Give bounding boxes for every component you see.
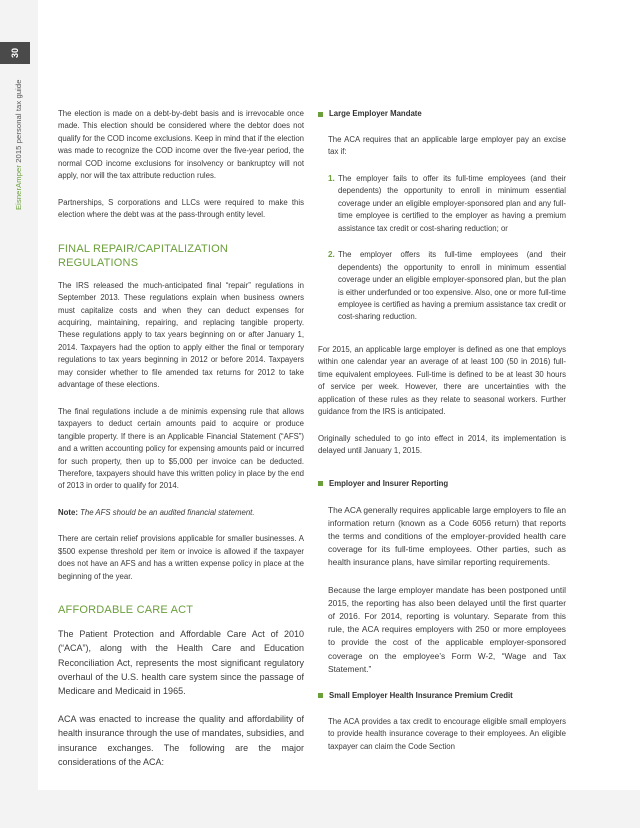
- sidebar: [0, 0, 38, 828]
- page-number: 30: [10, 48, 20, 59]
- square-bullet-icon: [318, 112, 323, 117]
- square-bullet-icon: [318, 693, 323, 698]
- paragraph: The IRS released the much-anticipated final “repair” regulations in September 2013. These regulations explain when business owners must capitalize costs and when they can deduct expenses for acquiring, maintaining, repairing, and replacing tangible property. These regulations apply to tax years beginning on or after January 1, 2014. Taxpayers had the option to apply either the final or temporary regulations to tax years beginning in 2012 or before 2014. Taxpayers may consider whether to file amended tax returns for 2012 to take advantage of these elections.: [58, 280, 304, 390]
- guide-title: 2015 personal tax guide: [14, 79, 23, 165]
- paragraph: The ACA requires that an applicable large employer pay an excise tax if:: [328, 135, 566, 157]
- bullet-title: Employer and Insurer Reporting: [329, 478, 449, 488]
- section-heading-aca: AFFORDABLE CARE ACT: [58, 604, 194, 617]
- item-number: 2.: [328, 250, 335, 260]
- paragraph: The final regulations include a de minimis expensing rule that allows taxpayers to deduct certain amounts paid to acquire or produce tangible property. If there is an Applicable Financial Statement (“AFS”) and a written accounting policy for expensing amounts paid or incurred for such property, then up to $5,000 per invoice can be deducted. Therefore, taxpayers should have this written policy in place by the end of 2013 in order to qualify for 2014.: [58, 406, 304, 491]
- paragraph: The ACA generally requires applicable large employers to file an information return (known as a Code 6056 return) that reports the terms and conditions of the employer-provided health care coverage for its full-time employees. Other parties, such as health insurance plans, have similar reporting requirements.: [328, 504, 566, 568]
- bullet-heading: [318, 478, 566, 490]
- brand-name: EisnerAmper: [14, 165, 23, 210]
- paragraph: ACA was enacted to increase the quality and affordability of health insurance through the use of mandates, subsidies, and insurance exchanges. The following are the major considerations of the ACA:: [58, 714, 304, 767]
- item-text: The employer fails to offer its full-time employees (and their dependents) the opportunity to enroll in minimum essential coverage under an eligible employer-sponsored plan and any full-time employee is certified to the employer as having a premium assistance tax credit or cost-sharing reduction; or: [338, 173, 566, 233]
- item-number: 1.: [328, 173, 335, 183]
- paragraph: For 2015, an applicable large employer is defined as one that employs within one calendar year an average of at least 100 (50 in 2016) full-time equivalent employees. Full-time is defined to be at least 30 hours of service per week. However, there are uncertainties with the application of these rules as they relate to seasonal workers. Further guidance from the IRS is anticipated.: [318, 344, 566, 417]
- bullet-heading: [318, 108, 566, 120]
- note: [58, 507, 304, 519]
- left-column: [58, 108, 304, 769]
- paragraph: There are certain relief provisions applicable for smaller businesses. A $500 expense threshold per item or invoice is allowed if the taxpayer does not have an AFS and has a written expense policy in place at the beginning of the year.: [58, 534, 304, 581]
- bullet-title: Small Employer Health Insurance Premium Credit: [329, 690, 513, 700]
- page-number-tab: [0, 42, 30, 64]
- bottom-band: [0, 790, 640, 828]
- numbered-item: [318, 249, 566, 324]
- paragraph: Originally scheduled to go into effect in 2014, its implementation is delayed until January 1, 2015.: [318, 433, 566, 456]
- section-heading-repair: FINAL REPAIR/CAPITALIZATION REGULATIONS: [58, 242, 229, 269]
- paragraph: The ACA provides a tax credit to encourage eligible small employers to provide health insurance coverage to their employees. An eligible taxpayer can claim the Code Section: [328, 716, 566, 751]
- bullet-title: Large Employer Mandate: [329, 109, 422, 118]
- bullet-heading: [318, 690, 566, 702]
- item-text: The employer offers its full-time employees (and their dependents) the opportunity to enroll in minimum essential coverage under an eligible employer-sponsored plan, but the plan is either underfunded or too expensive. Also, one or more full-time employee is certified as having a premium assistance tax credit or cost-sharing reduction.: [338, 250, 566, 322]
- note-label: Note:: [58, 507, 78, 517]
- numbered-item: [318, 173, 566, 235]
- square-bullet-icon: [318, 481, 323, 486]
- paragraph: Because the large employer mandate has been postponed until 2015, the reporting has also been delayed until the first quarter of 2016. For 2014, reporting is voluntary. Separate from this rule, the ACA requires employers with 250 or more employees to provide the cost of the applicable employer-sponsored coverage on the employee’s Form W-2, “Wage and Tax Statement.”: [328, 584, 566, 674]
- paragraph: The Patient Protection and Affordable Care Act of 2010 (“ACA”), along with the Health Care and Education Reconciliation Act, represents the most significant regulatory overhaul of the U.S. health care system since the passage of Medicare and Medicaid in 1965.: [58, 629, 304, 696]
- paragraph: The election is made on a debt-by-debt basis and is irrevocable once made. This election should be considered where the debtor does not qualify for the COD income exclusions. Keep in mind that if the election was made to recognize the COD income over the five-year period, the normal COD income exclusions for insolvency or bankruptcy will not apply, nor will the tax attribute reduction rules.: [58, 109, 304, 181]
- paragraph: Partnerships, S corporations and LLCs were required to make this election where the debt was at the pass-through entity level.: [58, 197, 304, 220]
- running-head: [14, 79, 23, 210]
- note-text: The AFS should be an audited financial statement.: [77, 507, 255, 517]
- right-column: [318, 108, 566, 753]
